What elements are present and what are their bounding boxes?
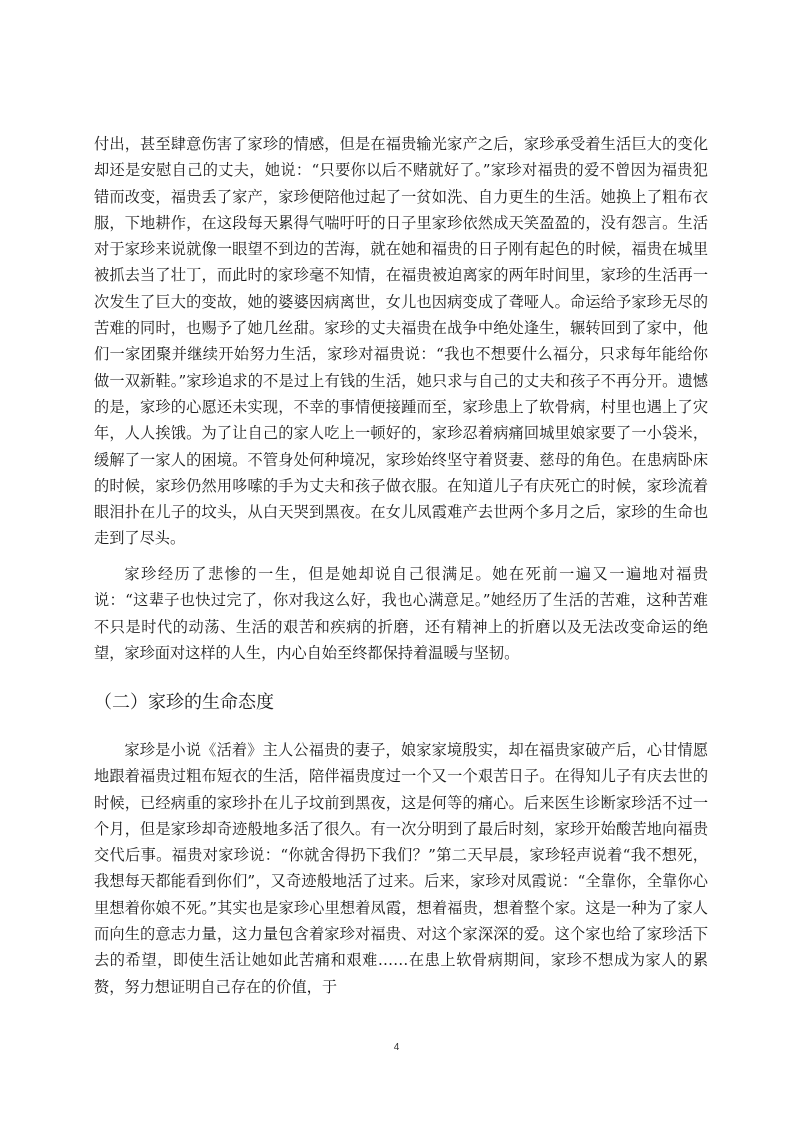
paragraph-text: 家珍是小说《活着》主人公福贵的妻子，娘家家境殷实，却在福贵家破产后，心甘情愿地跟着福贵过粗布短衣的生活，陪伴福贵度过一个又一个艰苦日子。在得知儿子有庆去世的时候，已经病重的家珍扑在儿子坟前到黑夜，这是何等的痛心。后来医生诊断家珍活不过一个月，但是家珍却奇迹般地多活了很久。有一次分明到了最后时刻，家珍开始酸苦地向福贵交代后事。福贵对家珍说：“你就舍得扔下我们？”第二天早晨，家珍轻声说着“我不想死，我想每天都能看到你们”，又奇迹般地活了过来。后来，家珍对凤霞说：“全靠你，全靠你心里想着你娘不死。”其实也是家珍心里想着凤霞，想着福贵，想着整个家。这是一种为了家人而向生的意志力量，这力量包含着家珍对福贵、对这个家深深的爱。这个家也给了家珍活下去的希望，即使生活让她如此苦痛和艰难……在患上软骨病期间，家珍不想成为家人的累赘，努力想证明自己存在的价值，于 (94, 741, 708, 996)
paragraph-text: 家珍经历了悲惨的一生，但是她却说自己很满足。她在死前一遍又一遍地对福贵说：“这辈子也快过完了，你对我这么好，我也心满意足。”她经历了生活的苦难，这种苦难不只是时代的动荡、生活的艰苦和疾病的折磨，还有精神上的折磨以及无法改变命运的绝望，家珍面对这样的人生，内心自始至终都保持着温暖与坚韧。 (94, 565, 708, 662)
page-number: 4 (393, 1042, 400, 1053)
section-heading: （二）家珍的生命态度 (94, 692, 274, 713)
body-paragraph (94, 131, 708, 552)
body-paragraph (94, 561, 708, 666)
paragraph-text: 付出，甚至肆意伤害了家珍的情感，但是在福贵输光家产之后，家珍承受着生活巨大的变化却还是安慰自己的丈夫，她说：“只要你以后不赌就好了。”家珍对福贵的爱不曾因为福贵犯错而改变，福贵丢了家产，家珍便陪他过起了一贫如洗、自力更生的生活。她换上了粗布衣服，下地耕作，在这段每天累得气喘吁吁的日子里家珍依然成天笑盈盈的，没有怨言。生活对于家珍来说就像一眼望不到边的苦海，就在她和福贵的日子刚有起色的时候，福贵在城里被抓去当了壮丁，而此时的家珍毫不知情，在福贵被迫离家的两年时间里，家珍的生活再一次发生了巨大的变故，她的婆婆因病离世，女儿也因病变成了聋哑人。命运给予家珍无尽的苦难的同时，也赐予了她几丝甜。家珍的丈夫福贵在战争中绝处逢生，辗转回到了家中，他们一家团聚并继续开始努力生活，家珍对福贵说：“我也不想要什么福分，只求每年能给你做一双新鞋。”家珍追求的不是过上有钱的生活，她只求与自己的丈夫和孩子不再分开。遗憾的是，家珍的心愿还未实现，不幸的事情便接踵而至，家珍患上了软骨病，村里也遇上了灾年，人人挨饿。为了让自己的家人吃上一顿好的，家珍忍着病痛回城里娘家要了一小袋米，缓解了一家人的困境。不管身处何种境况，家珍始终坚守着贤妻、慈母的角色。在患病卧床的时候，家珍仍然用哆嗦的手为丈夫和孩子做衣服。在知道儿子有庆死亡的时候，家珍流着眼泪扑在儿子的坟头，从白天哭到黑夜。在女儿凤霞难产去世两个多月之后，家珍的生命也走到了尽头。 (94, 135, 708, 548)
body-paragraph (94, 737, 708, 1000)
